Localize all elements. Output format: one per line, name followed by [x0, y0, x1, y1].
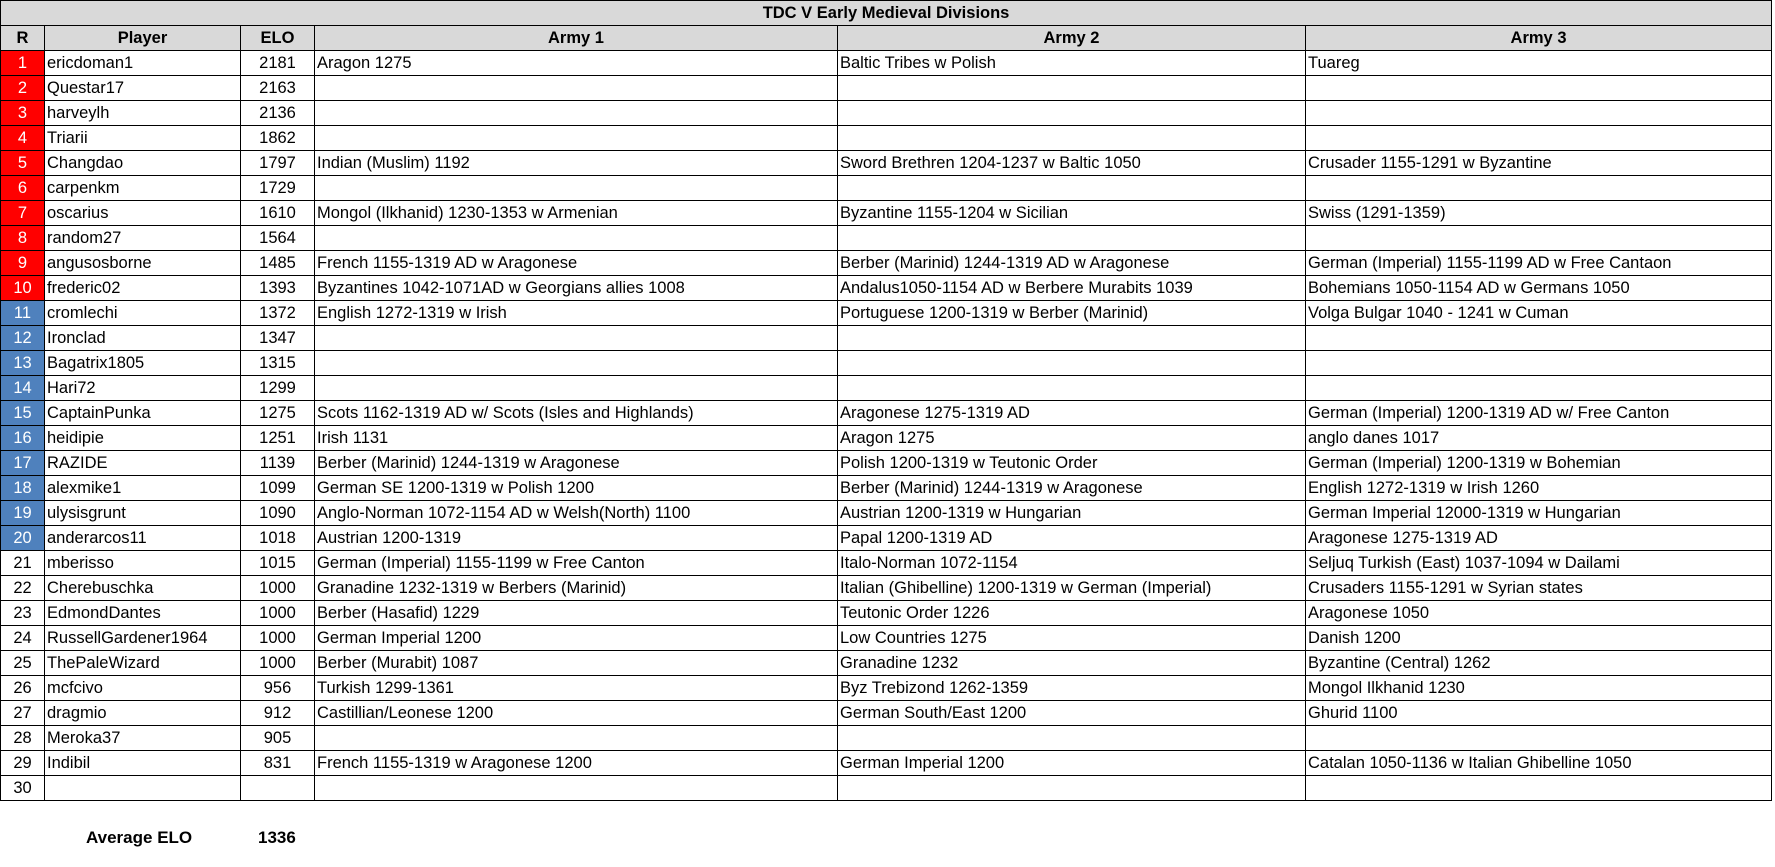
army3-cell — [1306, 226, 1772, 251]
elo-cell: 831 — [241, 751, 315, 776]
elo-cell: 1862 — [241, 126, 315, 151]
army2-cell — [838, 101, 1306, 126]
army3-cell: Danish 1200 — [1306, 626, 1772, 651]
elo-cell: 1000 — [241, 626, 315, 651]
army2-cell: Sword Brethren 1204-1237 w Baltic 1050 — [838, 151, 1306, 176]
player-cell: cromlechi — [45, 301, 241, 326]
player-cell: carpenkm — [45, 176, 241, 201]
elo-cell: 2136 — [241, 101, 315, 126]
army1-cell — [315, 351, 838, 376]
army1-cell — [315, 326, 838, 351]
army3-cell: anglo danes 1017 — [1306, 426, 1772, 451]
army3-cell: Volga Bulgar 1040 - 1241 w Cuman — [1306, 301, 1772, 326]
table-row — [1, 601, 1772, 626]
rank-cell: 2 — [1, 76, 45, 101]
army3-cell — [1306, 726, 1772, 751]
army2-cell: Granadine 1232 — [838, 651, 1306, 676]
army2-cell — [838, 326, 1306, 351]
rank-cell: 10 — [1, 276, 45, 301]
header-row — [1, 26, 1772, 51]
elo-cell: 1610 — [241, 201, 315, 226]
army3-cell: Mongol Ilkhanid 1230 — [1306, 676, 1772, 701]
player-cell: harveylh — [45, 101, 241, 126]
army1-cell — [315, 176, 838, 201]
army1-cell — [315, 101, 838, 126]
table-row — [1, 201, 1772, 226]
table-row — [1, 351, 1772, 376]
player-cell: mberisso — [45, 551, 241, 576]
army1-cell: Berber (Murabit) 1087 — [315, 651, 838, 676]
army2-cell: Andalus1050-1154 AD w Berbere Murabits 1039 — [838, 276, 1306, 301]
table-row — [1, 651, 1772, 676]
army1-cell: Irish 1131 — [315, 426, 838, 451]
army1-cell: Aragon 1275 — [315, 51, 838, 76]
army3-cell — [1306, 376, 1772, 401]
army3-cell: Bohemians 1050-1154 AD w Germans 1050 — [1306, 276, 1772, 301]
player-cell: angusosborne — [45, 251, 241, 276]
table-row — [1, 526, 1772, 551]
army1-cell: French 1155-1319 AD w Aragonese — [315, 251, 838, 276]
army3-cell: Seljuq Turkish (East) 1037-1094 w Dailami — [1306, 551, 1772, 576]
elo-cell: 1000 — [241, 601, 315, 626]
elo-cell — [241, 776, 315, 801]
elo-cell: 2163 — [241, 76, 315, 101]
table-row — [1, 376, 1772, 401]
army3-cell: German (Imperial) 1200-1319 AD w/ Free Canton — [1306, 401, 1772, 426]
army2-cell: Byz Trebizond 1262-1359 — [838, 676, 1306, 701]
elo-cell: 956 — [241, 676, 315, 701]
player-cell: Changdao — [45, 151, 241, 176]
player-cell: frederic02 — [45, 276, 241, 301]
army3-cell: Crusader 1155-1291 w Byzantine — [1306, 151, 1772, 176]
table-row — [1, 426, 1772, 451]
army2-cell: Portuguese 1200-1319 w Berber (Marinid) — [838, 301, 1306, 326]
header-army2: Army 2 — [838, 26, 1306, 51]
rank-cell: 27 — [1, 701, 45, 726]
rank-cell: 25 — [1, 651, 45, 676]
army3-cell: German (Imperial) 1200-1319 w Bohemian — [1306, 451, 1772, 476]
rank-cell: 13 — [1, 351, 45, 376]
army3-cell: Byzantine (Central) 1262 — [1306, 651, 1772, 676]
army2-cell — [838, 726, 1306, 751]
player-cell: Triarii — [45, 126, 241, 151]
army2-cell: Italian (Ghibelline) 1200-1319 w German (Imperial) — [838, 576, 1306, 601]
elo-cell: 1347 — [241, 326, 315, 351]
table-row — [1, 576, 1772, 601]
army3-cell: Aragonese 1275-1319 AD — [1306, 526, 1772, 551]
rank-cell: 4 — [1, 126, 45, 151]
army1-cell: Scots 1162-1319 AD w/ Scots (Isles and Highlands) — [315, 401, 838, 426]
army2-cell: German Imperial 1200 — [838, 751, 1306, 776]
rank-cell: 19 — [1, 501, 45, 526]
army1-cell — [315, 76, 838, 101]
elo-cell: 1315 — [241, 351, 315, 376]
player-cell: EdmondDantes — [45, 601, 241, 626]
table-row — [1, 401, 1772, 426]
army3-cell — [1306, 76, 1772, 101]
army1-cell — [315, 126, 838, 151]
elo-cell: 905 — [241, 726, 315, 751]
army2-cell — [838, 376, 1306, 401]
rank-cell: 6 — [1, 176, 45, 201]
rank-cell: 3 — [1, 101, 45, 126]
army1-cell: Byzantines 1042-1071AD w Georgians allies 1008 — [315, 276, 838, 301]
army1-cell: Granadine 1232-1319 w Berbers (Marinid) — [315, 576, 838, 601]
army3-cell — [1306, 326, 1772, 351]
army2-cell: Teutonic Order 1226 — [838, 601, 1306, 626]
player-cell: Indibil — [45, 751, 241, 776]
table-row — [1, 776, 1772, 801]
army2-cell: Berber (Marinid) 1244-1319 w Aragonese — [838, 476, 1306, 501]
table-row — [1, 476, 1772, 501]
army1-cell — [315, 376, 838, 401]
rank-cell: 23 — [1, 601, 45, 626]
army2-cell — [838, 126, 1306, 151]
header-army1: Army 1 — [315, 26, 838, 51]
table-row — [1, 501, 1772, 526]
player-cell: ThePaleWizard — [45, 651, 241, 676]
rank-cell: 8 — [1, 226, 45, 251]
rank-cell: 11 — [1, 301, 45, 326]
army2-cell: German South/East 1200 — [838, 701, 1306, 726]
rank-cell: 22 — [1, 576, 45, 601]
player-cell: CaptainPunka — [45, 401, 241, 426]
army2-cell: Italo-Norman 1072-1154 — [838, 551, 1306, 576]
elo-cell: 1372 — [241, 301, 315, 326]
table-row — [1, 726, 1772, 751]
player-cell: heidipie — [45, 426, 241, 451]
army3-cell — [1306, 101, 1772, 126]
table-row — [1, 176, 1772, 201]
rank-cell: 7 — [1, 201, 45, 226]
elo-cell: 1000 — [241, 651, 315, 676]
army3-cell: Ghurid 1100 — [1306, 701, 1772, 726]
elo-cell: 1485 — [241, 251, 315, 276]
table-row — [1, 151, 1772, 176]
army1-cell: Indian (Muslim) 1192 — [315, 151, 838, 176]
table-row — [1, 76, 1772, 101]
player-cell: RAZIDE — [45, 451, 241, 476]
army2-cell: Baltic Tribes w Polish — [838, 51, 1306, 76]
army2-cell: Aragon 1275 — [838, 426, 1306, 451]
rank-cell: 15 — [1, 401, 45, 426]
elo-cell: 1015 — [241, 551, 315, 576]
elo-cell: 1564 — [241, 226, 315, 251]
header-rank: R — [1, 26, 45, 51]
army1-cell: German (Imperial) 1155-1199 w Free Canton — [315, 551, 838, 576]
army1-cell: Turkish 1299-1361 — [315, 676, 838, 701]
army3-cell: Swiss (1291-1359) — [1306, 201, 1772, 226]
player-cell — [45, 776, 241, 801]
army1-cell: Berber (Marinid) 1244-1319 w Aragonese — [315, 451, 838, 476]
player-cell: Ironclad — [45, 326, 241, 351]
table-row — [1, 701, 1772, 726]
player-cell: oscarius — [45, 201, 241, 226]
army3-cell — [1306, 126, 1772, 151]
army2-cell: Austrian 1200-1319 w Hungarian — [838, 501, 1306, 526]
rank-cell: 24 — [1, 626, 45, 651]
elo-cell: 1090 — [241, 501, 315, 526]
army2-cell: Polish 1200-1319 w Teutonic Order — [838, 451, 1306, 476]
player-cell: Questar17 — [45, 76, 241, 101]
table-title: TDC V Early Medieval Divisions — [1, 1, 1772, 26]
rank-cell: 14 — [1, 376, 45, 401]
army3-cell — [1306, 351, 1772, 376]
table-row — [1, 251, 1772, 276]
table-row — [1, 226, 1772, 251]
army3-cell: Crusaders 1155-1291 w Syrian states — [1306, 576, 1772, 601]
average-elo-value: 1336 — [258, 828, 296, 847]
army2-cell: Papal 1200-1319 AD — [838, 526, 1306, 551]
army1-cell: French 1155-1319 w Aragonese 1200 — [315, 751, 838, 776]
army2-cell: Berber (Marinid) 1244-1319 AD w Aragonese — [838, 251, 1306, 276]
player-cell: alexmike1 — [45, 476, 241, 501]
army1-cell — [315, 776, 838, 801]
elo-cell: 1275 — [241, 401, 315, 426]
table-row — [1, 626, 1772, 651]
army2-cell — [838, 351, 1306, 376]
rank-cell: 1 — [1, 51, 45, 76]
player-cell: Meroka37 — [45, 726, 241, 751]
elo-cell: 2181 — [241, 51, 315, 76]
header-army3: Army 3 — [1306, 26, 1772, 51]
rank-cell: 21 — [1, 551, 45, 576]
army1-cell — [315, 226, 838, 251]
table-row — [1, 51, 1772, 76]
army2-cell — [838, 776, 1306, 801]
army3-cell: Catalan 1050-1136 w Italian Ghibelline 1050 — [1306, 751, 1772, 776]
player-cell: Bagatrix1805 — [45, 351, 241, 376]
army1-cell: Mongol (Ilkhanid) 1230-1353 w Armenian — [315, 201, 838, 226]
elo-cell: 1251 — [241, 426, 315, 451]
army2-cell — [838, 226, 1306, 251]
player-cell: Hari72 — [45, 376, 241, 401]
elo-cell: 912 — [241, 701, 315, 726]
table-row — [1, 276, 1772, 301]
army1-cell: German Imperial 1200 — [315, 626, 838, 651]
table-row — [1, 326, 1772, 351]
rank-cell: 28 — [1, 726, 45, 751]
rank-cell: 30 — [1, 776, 45, 801]
table-row — [1, 101, 1772, 126]
table-row — [1, 551, 1772, 576]
army3-cell: German (Imperial) 1155-1199 AD w Free Cantaon — [1306, 251, 1772, 276]
header-elo: ELO — [241, 26, 315, 51]
rank-cell: 12 — [1, 326, 45, 351]
player-cell: dragmio — [45, 701, 241, 726]
rank-cell: 17 — [1, 451, 45, 476]
table-row — [1, 126, 1772, 151]
army1-cell: Austrian 1200-1319 — [315, 526, 838, 551]
army1-cell: Castillian/Leonese 1200 — [315, 701, 838, 726]
table-row — [1, 451, 1772, 476]
army3-cell: English 1272-1319 w Irish 1260 — [1306, 476, 1772, 501]
player-cell: ericdoman1 — [45, 51, 241, 76]
rank-cell: 9 — [1, 251, 45, 276]
army2-cell: Low Countries 1275 — [838, 626, 1306, 651]
player-cell: anderarcos11 — [45, 526, 241, 551]
rank-cell: 5 — [1, 151, 45, 176]
player-cell: RussellGardener1964 — [45, 626, 241, 651]
elo-cell: 1099 — [241, 476, 315, 501]
player-cell: Cherebuschka — [45, 576, 241, 601]
rank-cell: 18 — [1, 476, 45, 501]
army3-cell — [1306, 176, 1772, 201]
army3-cell — [1306, 776, 1772, 801]
elo-cell: 1000 — [241, 576, 315, 601]
average-elo-label: Average ELO — [86, 828, 193, 847]
elo-cell: 1299 — [241, 376, 315, 401]
header-player: Player — [45, 26, 241, 51]
army2-cell — [838, 76, 1306, 101]
army3-cell: Aragonese 1050 — [1306, 601, 1772, 626]
army2-cell — [838, 176, 1306, 201]
elo-cell: 1797 — [241, 151, 315, 176]
army1-cell — [315, 726, 838, 751]
rank-cell: 16 — [1, 426, 45, 451]
player-cell: mcfcivo — [45, 676, 241, 701]
army2-cell: Aragonese 1275-1319 AD — [838, 401, 1306, 426]
title-row — [1, 1, 1772, 26]
army1-cell: German SE 1200-1319 w Polish 1200 — [315, 476, 838, 501]
elo-cell: 1139 — [241, 451, 315, 476]
army3-cell: Tuareg — [1306, 51, 1772, 76]
table-row — [1, 751, 1772, 776]
army2-cell: Byzantine 1155-1204 w Sicilian — [838, 201, 1306, 226]
player-cell: ulysisgrunt — [45, 501, 241, 526]
table-row — [1, 301, 1772, 326]
army1-cell: English 1272-1319 w Irish — [315, 301, 838, 326]
army3-cell: German Imperial 12000-1319 w Hungarian — [1306, 501, 1772, 526]
player-cell: random27 — [45, 226, 241, 251]
rank-cell: 26 — [1, 676, 45, 701]
army1-cell: Berber (Hasafid) 1229 — [315, 601, 838, 626]
army1-cell: Anglo-Norman 1072-1154 AD w Welsh(North) 1100 — [315, 501, 838, 526]
rank-cell: 29 — [1, 751, 45, 776]
table-row — [1, 676, 1772, 701]
elo-cell: 1018 — [241, 526, 315, 551]
elo-cell: 1393 — [241, 276, 315, 301]
rank-cell: 20 — [1, 526, 45, 551]
elo-cell: 1729 — [241, 176, 315, 201]
